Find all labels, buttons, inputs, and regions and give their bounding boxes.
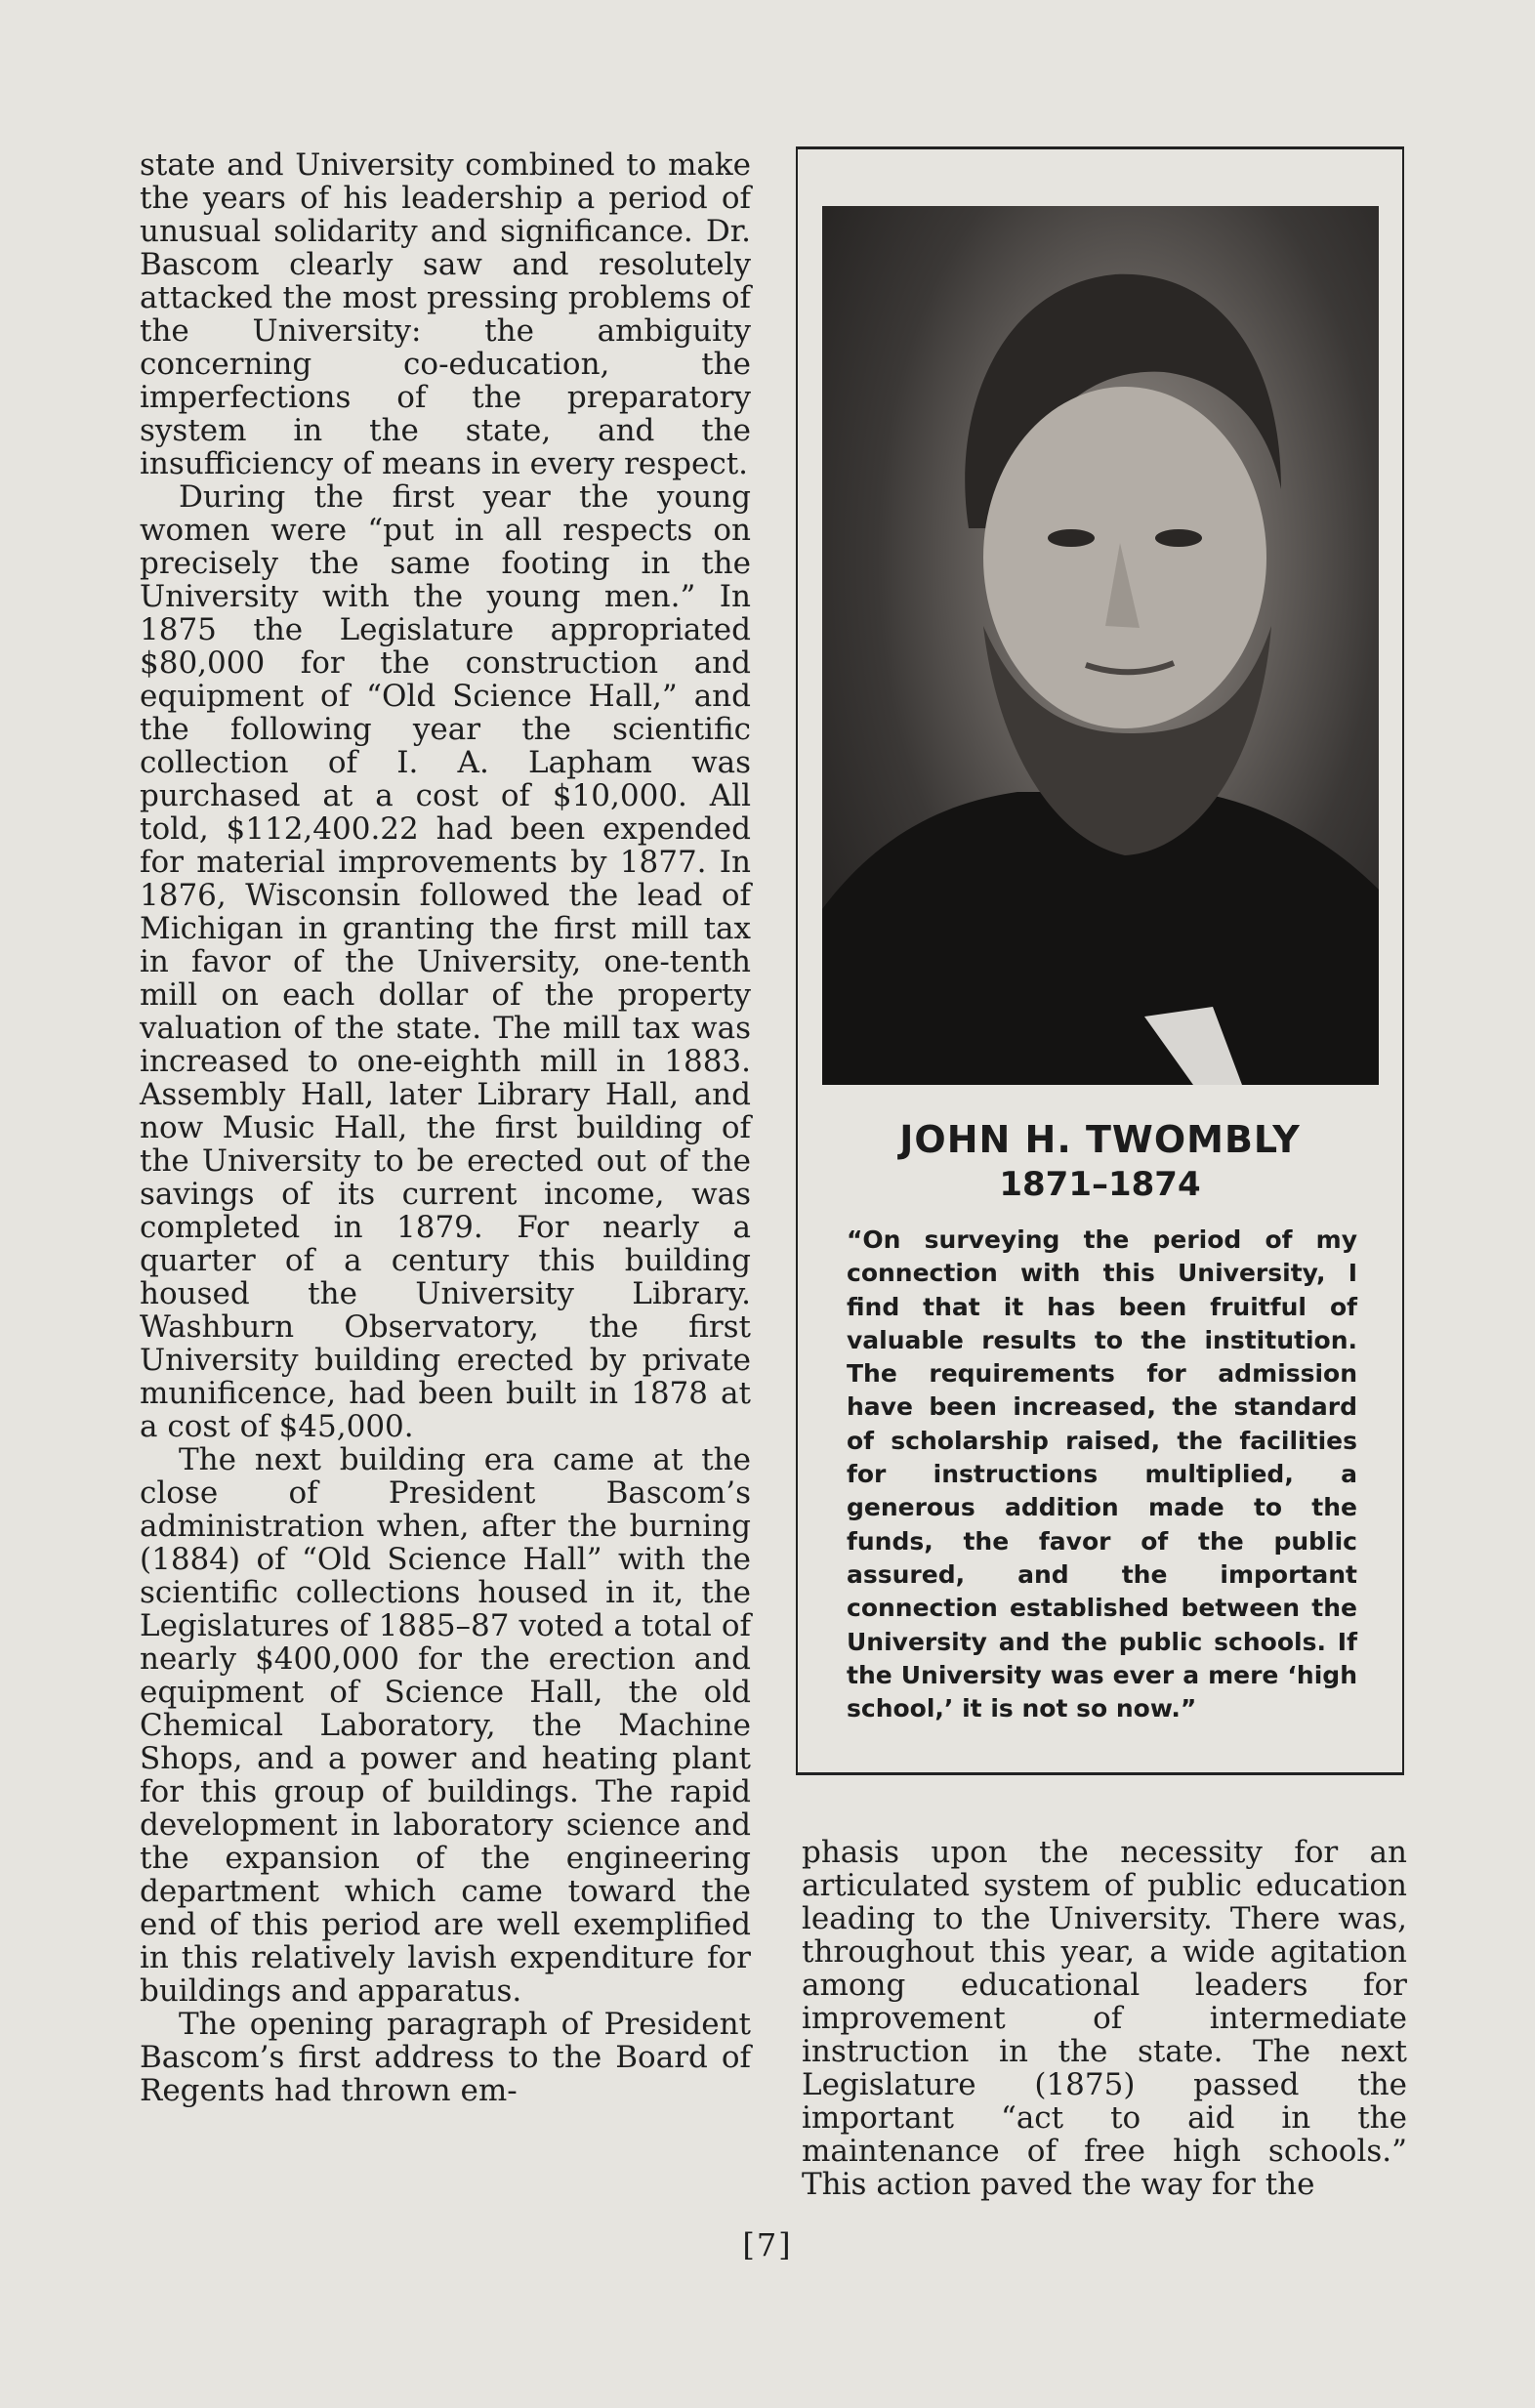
portrait-name: JOHN H. TWOMBLY xyxy=(899,1118,1301,1161)
page-number: [7] xyxy=(742,2226,793,2263)
portrait-years: 1871–1874 xyxy=(999,1165,1201,1204)
left-text-column xyxy=(140,148,751,2107)
portrait-figure xyxy=(822,206,1379,1085)
paragraph: During the first year the young women were “put in all respects on precisely the same footing in the University with the young men.” In 1875 the Legislature appropriated $80,000 for the construction and equipment of “Old Science Hall,” and the following year the scientific collection of I. A. Lapham was purchased at a cost of $10,000. All told, $112,400.22 had been expended for material improvements by 1877. In 1876, Wisconsin followed the lead of Michigan in granting the first mill tax in favor of the University, one-tenth mill on each dollar of the property valuation of the state. The mill tax was increased to one-eighth mill in 1883. Assembly Hall, later Library Hall, and now Music Hall, the first building of the University to be erected out of the savings of its current income, was completed in 1879. For nearly a quarter of a century this building housed the University Library. Washburn Observatory, the first University building erected by private munificence, had been built in 1878 at a cost of $45,000. xyxy=(140,479,751,1444)
paragraph: state and University combined to make the years of his leadership a period of unusual solidarity and significance. Dr. Bascom clearly saw and resolutely attacked the most pressing problems of the University: the ambiguity concerning co-education, the imperfections of the preparatory system in the state, and the insufficiency of means in every respect. xyxy=(140,147,751,481)
right-text-column xyxy=(802,1836,1407,2201)
paragraph: The next building era came at the close of President Bascom’s administration when, after the burning (1884) of “Old Science Hall” with the scientific collections housed in it, the Legislatures of 1885–87 voted a total of nearly $400,000 for the erection and equipment of Science Hall, the old Chemical Laboratory, the Machine Shops, and a power and heating plant for this group of buildings. The rapid development in laboratory science and the expansion of the engineering department which came toward the end of this period are well exemplified in this relatively lavish expenditure for buildings and apparatus. xyxy=(140,1442,751,2009)
portrait-quote: “On surveying the period of my connection with this University, I find that it has been fruitful of valuable results to the institution. The requirements for admission have been increased, the standard of scholarship raised, the facilities for instructions multiplied, a generous addition made to the funds, the favor of the public assured, and the important connection established between the University and the public schools. If the University was ever a mere ‘high school,’ it is not so now.” xyxy=(847,1225,1357,1723)
paragraph: The opening paragraph of President Bascom’s first address to the Board of Regents had thrown em- xyxy=(140,2007,751,2108)
portrait-photo xyxy=(822,206,1379,1085)
paragraph: phasis upon the necessity for an articulated system of public education leading to the University. There was, throughout this year, a wide agitation among educational leaders for improvement of intermediate instruction in the state. The next Legislature (1875) passed the important “act to aid in the maintenance of free high schools.” This action paved the way for the xyxy=(802,1835,1407,2202)
portrait-sidebar-box xyxy=(796,146,1404,1775)
